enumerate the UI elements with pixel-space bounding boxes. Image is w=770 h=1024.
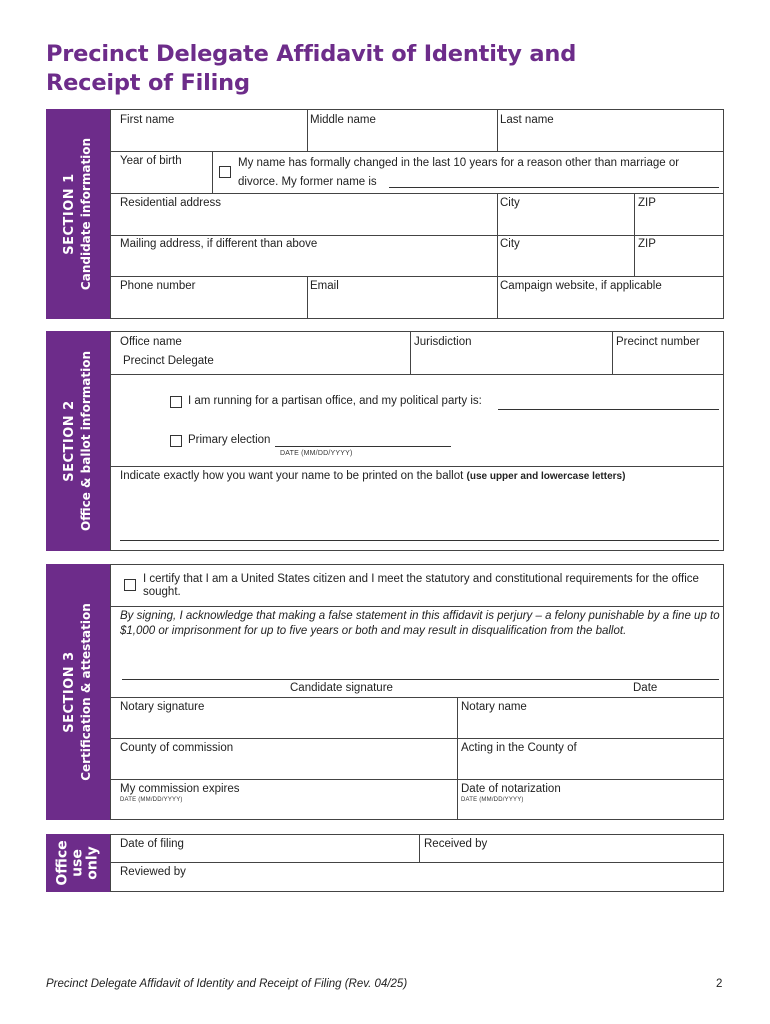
county-of-commission-field[interactable]: County of commission bbox=[120, 742, 234, 754]
section-1-heading: SECTION 1 Candidate information bbox=[62, 137, 93, 291]
notary-signature-field[interactable]: Notary signature bbox=[120, 701, 205, 713]
notarization-date-format: DATE (MM/DD/YYYY) bbox=[461, 797, 524, 803]
name-change-checkbox[interactable] bbox=[219, 166, 231, 178]
middle-name-field[interactable]: Middle name bbox=[310, 114, 376, 126]
notary-name-field[interactable]: Notary name bbox=[461, 701, 527, 713]
mailing-address-field[interactable]: Mailing address, if different than above bbox=[120, 238, 318, 250]
mailing-zip-field[interactable]: ZIP bbox=[638, 238, 656, 250]
signature-date-label: Date bbox=[633, 682, 658, 694]
certify-checkbox[interactable] bbox=[124, 579, 136, 591]
commission-expires-field[interactable]: My commission expires bbox=[120, 783, 240, 795]
precinct-number-field[interactable]: Precinct number bbox=[616, 336, 700, 348]
website-field[interactable]: Campaign website, if applicable bbox=[500, 280, 662, 292]
certify-text-2: sought. bbox=[143, 586, 181, 598]
mailing-city-field[interactable]: City bbox=[500, 238, 520, 250]
phone-field[interactable]: Phone number bbox=[120, 280, 196, 292]
office-name-value: Precinct Delegate bbox=[123, 355, 214, 367]
office-use-box bbox=[110, 834, 724, 892]
primary-election-date-line[interactable] bbox=[275, 446, 451, 447]
perjury-text-1: By signing, I acknowledge that making a false statement in this affidavit is perjury – a felony punishable by a fine up to bbox=[120, 610, 720, 622]
last-name-field[interactable]: Last name bbox=[500, 114, 554, 126]
signature-line[interactable] bbox=[122, 679, 719, 680]
name-change-text-1: My name has formally changed in the last 10 years for a reason other than marriage or bbox=[238, 157, 680, 169]
reviewed-by-field[interactable]: Reviewed by bbox=[120, 866, 186, 878]
commission-date-format: DATE (MM/DD/YYYY) bbox=[120, 797, 183, 803]
section-2-band bbox=[46, 331, 110, 551]
office-use-heading: Office use only bbox=[54, 840, 101, 886]
residential-city-field[interactable]: City bbox=[500, 197, 520, 209]
section-2-heading: SECTION 2 Office & ballot information bbox=[62, 350, 93, 532]
partisan-office-checkbox[interactable] bbox=[170, 396, 182, 408]
primary-election-checkbox[interactable] bbox=[170, 435, 182, 447]
year-of-birth-field[interactable]: Year of birth bbox=[120, 155, 182, 167]
primary-election-text: Primary election bbox=[188, 434, 271, 446]
jurisdiction-field[interactable]: Jurisdiction bbox=[414, 336, 472, 348]
date-of-notarization-field[interactable]: Date of notarization bbox=[461, 783, 561, 795]
residential-zip-field[interactable]: ZIP bbox=[638, 197, 656, 209]
primary-date-format: DATE (MM/DD/YYYY) bbox=[280, 450, 353, 457]
office-name-label: Office name bbox=[120, 336, 182, 348]
email-field[interactable]: Email bbox=[310, 280, 339, 292]
title-line-2: Receipt of Filing bbox=[46, 70, 250, 96]
name-change-text-2: divorce. My former name is bbox=[238, 176, 377, 188]
page-title bbox=[46, 40, 646, 98]
section-3-band bbox=[46, 564, 110, 820]
ballot-name-line[interactable] bbox=[120, 540, 719, 541]
acting-in-county-field[interactable]: Acting in the County of bbox=[461, 742, 577, 754]
section-3-heading: SECTION 3 Certification & attestation bbox=[62, 603, 93, 781]
section-1-band bbox=[46, 109, 110, 319]
ballot-name-label: Indicate exactly how you want your name to be printed on the ballot (use upper and lowercase letters) bbox=[120, 470, 626, 482]
certify-text-1: I certify that I am a United States citizen and I meet the statutory and constitutional requirements for the office bbox=[143, 573, 699, 585]
candidate-signature-label: Candidate signature bbox=[290, 682, 393, 694]
political-party-line[interactable] bbox=[498, 409, 719, 410]
date-of-filing-field[interactable]: Date of filing bbox=[120, 838, 184, 850]
section-3-box bbox=[110, 564, 724, 820]
former-name-line[interactable] bbox=[389, 187, 719, 188]
footer-text: Precinct Delegate Affidavit of Identity and Receipt of Filing (Rev. 04/25) bbox=[46, 978, 408, 990]
title-line-1: Precinct Delegate Affidavit of Identity and bbox=[46, 41, 577, 67]
first-name-field[interactable]: First name bbox=[120, 114, 175, 126]
perjury-text-2: $1,000 or imprisonment for up to five years or both and may result in disqualification from the ballot. bbox=[120, 625, 627, 637]
partisan-office-text: I am running for a partisan office, and my political party is: bbox=[188, 395, 482, 407]
page-number: 2 bbox=[716, 978, 723, 990]
office-use-band bbox=[46, 834, 110, 892]
received-by-field[interactable]: Received by bbox=[424, 838, 488, 850]
residential-address-field[interactable]: Residential address bbox=[120, 197, 222, 209]
